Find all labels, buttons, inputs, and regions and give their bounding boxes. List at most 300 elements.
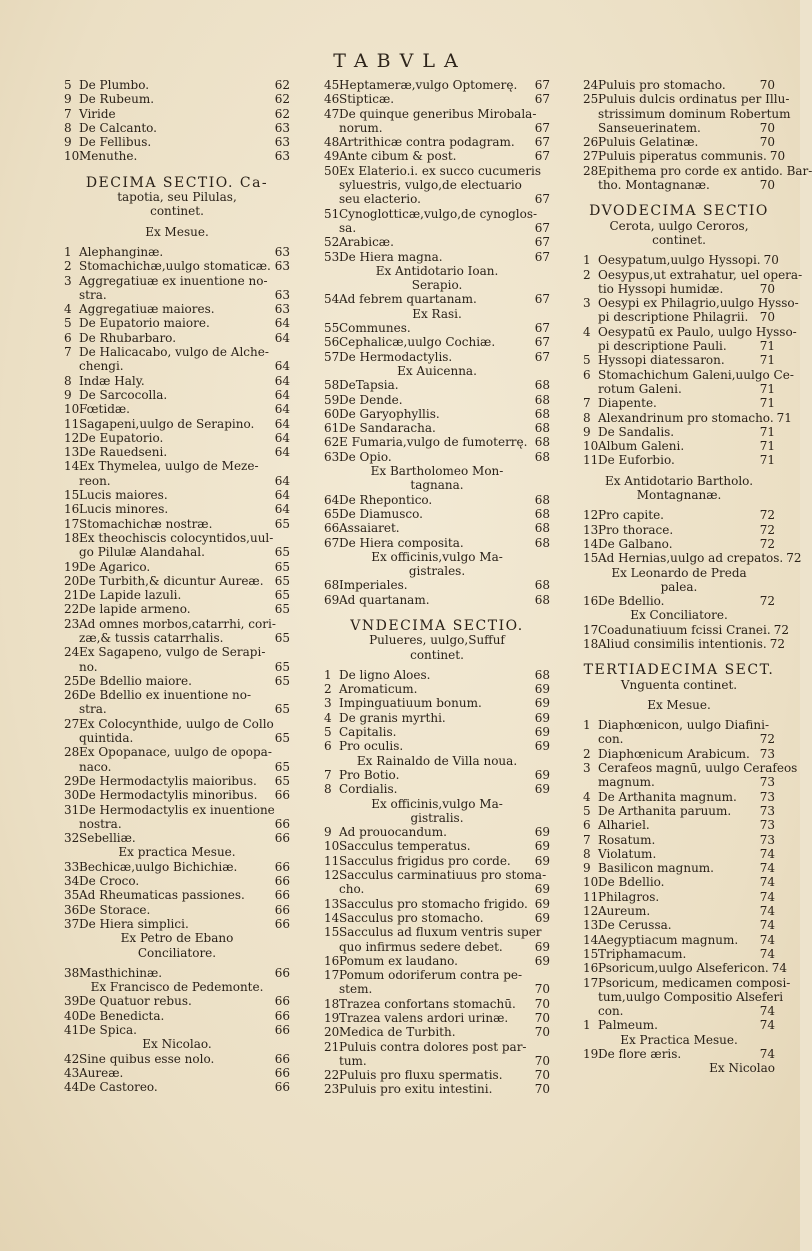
- entry-title: Sagapeni,uulgo de Serapino.: [79, 416, 255, 431]
- entry-number: 34: [64, 874, 80, 889]
- entry-page: 70: [534, 1068, 550, 1083]
- section-subheading: gistralis.: [410, 810, 464, 825]
- index-entry: [64, 245, 290, 259]
- entry-page: 72: [759, 522, 775, 537]
- entry-continuation: [64, 702, 290, 716]
- entry-page: 74: [759, 889, 775, 904]
- entry-number: 7: [583, 832, 591, 847]
- entry-title: Diapente.: [598, 396, 657, 411]
- section-subheading: tagnana.: [410, 478, 464, 493]
- entry-title: Rosatum.: [598, 832, 656, 847]
- section-subheading: Ex Nicolao.: [142, 1037, 212, 1052]
- index-entry: [64, 588, 290, 602]
- entry-title: Aureæ.: [79, 1065, 124, 1080]
- entry-continuation: [324, 882, 550, 896]
- section-subheading: Ex officinis,vulgo Ma-: [371, 549, 503, 564]
- index-entry: [64, 445, 290, 459]
- index-entry: [64, 121, 290, 135]
- entry-continuation: [64, 760, 290, 774]
- entry-number: 15: [64, 488, 80, 503]
- index-entry: [583, 410, 792, 425]
- entry-title: De Sandaracha.: [339, 421, 436, 436]
- entry-title: Puluis contra dolores post par-: [339, 1039, 527, 1054]
- entry-page: 70: [759, 310, 775, 325]
- entry-number: 35: [64, 888, 80, 903]
- entry-number: 17: [583, 622, 599, 637]
- entry-number: 1: [583, 253, 591, 268]
- entry-page: 63: [274, 120, 290, 135]
- entry-page: 69: [534, 710, 550, 725]
- section-subheading: Ex Antidotario Ioan.: [375, 263, 499, 278]
- entry-page: 67: [534, 92, 550, 107]
- entry-title: De Opio.: [339, 449, 392, 464]
- section-subheading: Pulueres, uulgo,Suffuf: [369, 633, 505, 648]
- index-entry: [324, 407, 550, 421]
- entry-continuation: [324, 940, 550, 954]
- index-entry: [324, 493, 550, 507]
- index-entry: [64, 1009, 290, 1023]
- entry-number: 13: [583, 522, 599, 537]
- section-subheading: gistrales.: [408, 564, 466, 579]
- entry-continuation: [64, 288, 290, 302]
- entry-number: 11: [324, 853, 340, 868]
- entry-title: Oesypi ex Philagrio,uulgo Hysso-: [598, 296, 799, 311]
- entry-number: 64: [324, 492, 340, 507]
- index-entry: [64, 674, 290, 688]
- entry-title: De Fellibus.: [79, 135, 152, 150]
- index-entry: [64, 560, 290, 574]
- entry-number: 47: [324, 106, 340, 121]
- index-entry: [583, 78, 775, 92]
- entry-continuation-text: go Pilulæ Alandahal.: [79, 545, 205, 560]
- entry-number: 7: [64, 106, 72, 121]
- entry-page: 66: [274, 1080, 290, 1095]
- entry-title: Basilicon magnum.: [598, 861, 714, 876]
- section-subheading: continet.: [410, 647, 464, 662]
- entry-continuation: [324, 121, 550, 135]
- entry-title: Aggregatiuæ ex inuentione no-: [79, 273, 268, 288]
- entry-page: 68: [534, 449, 550, 464]
- entry-page: 64: [274, 402, 290, 417]
- entry-page: 65: [274, 602, 290, 617]
- index-column-left: [64, 78, 290, 1094]
- entry-page: 74: [759, 1047, 775, 1061]
- entry-page: 62: [274, 92, 290, 107]
- section-subheading: Ex Practica Mesue.: [620, 1032, 738, 1047]
- index-entry: [324, 393, 550, 407]
- entry-number: 2: [583, 267, 591, 282]
- entry-page: 63: [274, 287, 290, 302]
- entry-number: 10: [583, 875, 599, 890]
- index-entry: [64, 617, 290, 631]
- entry-title: De Euforbio.: [598, 453, 675, 468]
- index-entry: [64, 745, 290, 759]
- entry-continuation-text: cho.: [339, 882, 365, 897]
- entry-continuation-text: nostra.: [79, 816, 122, 831]
- index-entry: [583, 594, 775, 608]
- entry-number: 14: [583, 536, 599, 551]
- entry-title: Bechicæ,uulgo Bichichiæ.: [79, 859, 238, 874]
- entry-continuation: [64, 359, 290, 373]
- entry-number: 9: [583, 861, 591, 876]
- index-entry: [64, 331, 290, 345]
- entry-continuation-text: sa.: [339, 220, 357, 235]
- entry-title: Cerafeos magnū, uulgo Cerafeos: [598, 761, 798, 776]
- entry-page: 70: [534, 982, 550, 997]
- entry-number: 4: [64, 302, 72, 317]
- entry-page: 72: [773, 622, 789, 637]
- section-subheading: Conciliatore.: [137, 945, 217, 960]
- entry-number: 6: [324, 739, 332, 754]
- entry-title: Capitalis.: [339, 725, 397, 740]
- entry-title: De Hermodactylis ex inuentione: [79, 802, 275, 817]
- index-entry: [324, 682, 550, 696]
- section-subheading: Cerota, uulgo Ceroros,: [609, 218, 749, 233]
- entry-title: De Bdellio maiore.: [79, 673, 192, 688]
- section-subheading: Montagnanæ.: [636, 488, 722, 503]
- entry-page: 69: [534, 853, 550, 868]
- entry-number: 6: [583, 367, 591, 382]
- entry-number: 40: [64, 1008, 80, 1023]
- entry-title: De Dende.: [339, 392, 403, 407]
- entry-number: 9: [324, 825, 332, 840]
- entry-continuation-text: quo infirmus sedere debet.: [339, 939, 503, 954]
- entry-title: Stomachichæ nostræ.: [79, 516, 213, 531]
- entry-title: Ad febrem quartanam.: [339, 292, 477, 307]
- entry-number: 42: [64, 1051, 80, 1066]
- entry-title: Sacculus pro stomacho.: [339, 910, 484, 925]
- index-entry: [64, 1066, 290, 1080]
- entry-continuation-text: stem.: [339, 982, 373, 997]
- entry-page: 72: [769, 636, 786, 651]
- entry-number: 19: [583, 1047, 599, 1061]
- index-entry: [324, 521, 550, 535]
- index-entry: [64, 717, 290, 731]
- index-entry: [324, 78, 550, 92]
- entry-continuation: [324, 221, 550, 235]
- entry-page: 66: [274, 916, 290, 931]
- entry-page: 74: [759, 946, 775, 961]
- entry-title: Pomum odoriferum contra pe-: [339, 968, 523, 983]
- entry-continuation-text: strissimum dominum Robertum: [598, 106, 791, 121]
- index-entry: [583, 367, 794, 382]
- index-entry: [324, 536, 550, 550]
- entry-title: Artrithicæ contra podagram.: [339, 135, 515, 150]
- entry-number: 7: [324, 767, 332, 782]
- entry-number: 5: [64, 78, 72, 92]
- entry-title: De lapide armeno.: [79, 602, 191, 617]
- section-subheading: Ex Auicenna.: [397, 363, 477, 378]
- entry-number: 1: [583, 1018, 591, 1033]
- index-entry: [324, 92, 550, 106]
- entry-title: De Quatuor rebus.: [79, 994, 192, 1009]
- index-entry: [583, 537, 775, 551]
- entry-title: De Castoreo.: [79, 1080, 158, 1095]
- section-subheading: Ex Leonardo de Preda: [611, 565, 747, 580]
- entry-continuation-text: Sanseuerinatem.: [598, 120, 701, 135]
- entry-title: Ad Hernias,uulgo ad crepatos.: [598, 551, 784, 566]
- entry-page: 74: [759, 932, 775, 947]
- entry-title: Violatum.: [598, 846, 657, 861]
- entry-number: 43: [64, 1065, 80, 1080]
- index-entry: [64, 135, 290, 149]
- entry-number: 60: [324, 406, 340, 421]
- entry-title: Diaphœnicum Arabicum.: [598, 746, 750, 761]
- entry-title: Aliud consimilis intentionis.: [598, 636, 767, 651]
- entry-page: 67: [534, 78, 550, 92]
- section-subheading: Ex Rainaldo de Villa noua.: [356, 753, 518, 768]
- entry-number: 32: [64, 831, 80, 846]
- entry-title: Epithema pro corde ex antido. Bar-: [598, 163, 812, 178]
- section-subheading: Ex Conciliatore.: [630, 608, 728, 623]
- entry-page: 67: [534, 335, 550, 350]
- entry-title: Ex Thymelea, uulgo de Meze-: [79, 459, 259, 474]
- entry-number: 27: [64, 716, 80, 731]
- entry-title: Oesypatū ex Paulo, uulgo Hysso-: [598, 324, 797, 339]
- entry-number: 45: [324, 78, 340, 92]
- entry-title: Sacculus ad fluxum ventris super: [339, 925, 542, 940]
- entry-number: 23: [324, 1082, 340, 1097]
- entry-number: 16: [324, 953, 340, 968]
- entry-page: 63: [274, 135, 290, 150]
- entry-continuation-text: pi descriptione Philagrii.: [598, 310, 749, 325]
- index-entry: [583, 135, 775, 149]
- entry-title: De Hermodactylis.: [339, 349, 453, 364]
- index-entry: [583, 804, 775, 818]
- entry-number: 13: [583, 918, 599, 933]
- entry-continuation: [64, 660, 290, 674]
- entry-page: 67: [534, 349, 550, 364]
- section-subheading: continet.: [652, 232, 706, 247]
- entry-number: 15: [583, 946, 599, 961]
- entry-continuation-text: chengi.: [79, 359, 124, 374]
- index-entry: [64, 917, 290, 931]
- entry-continuation: [583, 775, 775, 789]
- index-entry: [64, 903, 290, 917]
- entry-number: 3: [583, 296, 591, 311]
- entry-number: 49: [324, 149, 340, 164]
- entry-page: 65: [274, 516, 290, 531]
- entry-title: Pro thorace.: [598, 522, 674, 537]
- section-subheading: continet.: [150, 204, 204, 219]
- entry-page: 73: [759, 832, 775, 847]
- entry-number: 16: [583, 594, 599, 609]
- entry-number: 39: [64, 994, 80, 1009]
- entry-page: 66: [274, 859, 290, 874]
- index-entry: [64, 788, 290, 802]
- entry-number: 22: [64, 602, 80, 617]
- index-entry: [324, 507, 550, 521]
- index-entry: [64, 1023, 290, 1037]
- entry-page: 66: [274, 902, 290, 917]
- entry-title: Palmeum.: [598, 1018, 658, 1033]
- entry-title: De Cerussa.: [598, 918, 672, 933]
- entry-title: Ex theochiscis colocyntidos,uul-: [79, 530, 274, 545]
- entry-title: De Rauedseni.: [79, 445, 168, 460]
- entry-continuation-text: rotum Galeni.: [598, 381, 682, 396]
- index-entry: [64, 92, 290, 106]
- entry-title: De Croco.: [79, 874, 140, 889]
- entry-number: 8: [583, 410, 591, 425]
- index-entry: [583, 861, 775, 875]
- entry-page: 69: [534, 839, 550, 854]
- entry-title: Aegyptiacum magnum.: [598, 932, 739, 947]
- index-entry: [324, 839, 550, 853]
- entry-number: 29: [64, 773, 80, 788]
- entry-page: 67: [534, 135, 550, 150]
- entry-number: 24: [583, 78, 599, 92]
- entry-number: 22: [324, 1068, 340, 1083]
- entry-continuation: [64, 631, 290, 645]
- catchword: Ex Nicolao: [709, 1061, 775, 1076]
- entry-number: 3: [324, 696, 332, 711]
- index-entry: [64, 688, 290, 702]
- entry-continuation-text: seu elacterio.: [339, 192, 421, 207]
- entry-title: Heptameræ,vulgo Optomerę.: [339, 78, 518, 92]
- entry-number: 5: [64, 316, 72, 331]
- section-heading: DECIMA SECTIO. Ca-: [85, 174, 269, 191]
- entry-number: 10: [583, 439, 599, 454]
- entry-number: 1: [324, 667, 332, 682]
- entry-page: 74: [759, 846, 775, 861]
- entry-page: 71: [776, 410, 792, 425]
- section-subheading: Ex Bartholomeo Mon-: [370, 464, 504, 479]
- entry-continuation-text: quintida.: [79, 731, 134, 746]
- index-entry: [324, 997, 550, 1011]
- entry-page: 68: [534, 578, 550, 593]
- entry-page: 69: [534, 953, 550, 968]
- index-entry: [324, 854, 550, 868]
- index-entry: [583, 396, 775, 410]
- entry-page: 71: [759, 339, 775, 354]
- entry-page: 69: [534, 896, 550, 911]
- index-entry: [583, 149, 786, 164]
- index-entry: [583, 163, 812, 178]
- entry-title: Pro oculis.: [339, 739, 404, 754]
- entry-number: 3: [583, 761, 591, 776]
- entry-number: 10: [64, 149, 80, 164]
- entry-page: 65: [274, 673, 290, 688]
- entry-number: 48: [324, 135, 340, 150]
- entry-title: De Hiera simplici.: [79, 916, 189, 931]
- entry-title: Cordialis.: [339, 782, 398, 797]
- index-entry: [324, 897, 550, 911]
- entry-page: 70: [534, 996, 550, 1011]
- entry-page: 65: [274, 659, 290, 674]
- entry-number: 31: [64, 802, 80, 817]
- index-entry: [583, 918, 775, 932]
- entry-title: Oesypus,ut extrahatur, uel opera-: [598, 267, 803, 282]
- entry-page: 64: [274, 387, 290, 402]
- entry-number: 14: [583, 932, 599, 947]
- entry-continuation: [324, 1054, 550, 1068]
- entry-title: Sacculus temperatus.: [339, 839, 471, 854]
- index-entry: [324, 782, 550, 796]
- section-subheading: Ex Mesue.: [647, 697, 711, 712]
- index-entry: [583, 253, 779, 268]
- index-entry: [324, 1068, 550, 1082]
- entry-page: 64: [274, 330, 290, 345]
- entry-title: Diaphœnicon, uulgo Diafini-: [598, 718, 770, 733]
- entry-title: De Lapide lazuli.: [79, 588, 182, 603]
- entry-number: 28: [583, 163, 599, 178]
- entry-continuation: [64, 731, 290, 745]
- spacer: [324, 607, 550, 613]
- entry-page: 66: [274, 788, 290, 803]
- entry-continuation-text: pi descriptione Pauli.: [598, 339, 727, 354]
- entry-number: 38: [64, 965, 80, 980]
- section-subheading: Serapio.: [411, 278, 463, 293]
- entry-page: 64: [274, 488, 290, 503]
- entry-title: Pro capite.: [598, 508, 664, 523]
- index-entry: [583, 92, 790, 107]
- entry-page: 65: [274, 573, 290, 588]
- spacer: [583, 651, 775, 657]
- entry-page: 71: [759, 353, 775, 368]
- entry-page: 69: [534, 682, 550, 697]
- entry-page: 63: [274, 244, 290, 259]
- entry-title: Aureum.: [598, 904, 651, 919]
- section-subheading: Ex Mesue.: [145, 224, 209, 239]
- index-entry: [64, 803, 290, 817]
- entry-continuation-text: tio Hyssopi humidæ.: [598, 281, 724, 296]
- entry-number: 8: [64, 373, 72, 388]
- entry-number: 21: [64, 588, 80, 603]
- entry-number: 24: [64, 645, 80, 660]
- index-entry: [583, 947, 775, 961]
- entry-number: 19: [64, 559, 80, 574]
- entry-number: 25: [583, 92, 599, 107]
- entry-page: 69: [534, 782, 550, 797]
- entry-number: 4: [324, 710, 332, 725]
- entry-page: 69: [534, 882, 550, 897]
- entry-number: 5: [583, 803, 591, 818]
- entry-title: De Bdellio.: [598, 875, 665, 890]
- entry-page: 64: [274, 445, 290, 460]
- entry-continuation: [64, 474, 290, 488]
- index-entry: [583, 508, 775, 522]
- entry-title: DeTapsia.: [339, 378, 399, 393]
- index-entry: [324, 350, 550, 364]
- entry-title: De Turbith,& dicuntur Aureæ.: [79, 573, 264, 588]
- entry-page: 73: [759, 789, 775, 804]
- entry-title: Lucis maiores.: [79, 488, 168, 503]
- entry-page: 70: [759, 178, 775, 193]
- entry-page: 74: [759, 1018, 775, 1033]
- entry-page: 72: [759, 732, 775, 747]
- entry-title: Psoricum, medicamen composi-: [598, 975, 791, 990]
- entry-number: 8: [64, 120, 72, 135]
- entry-page: 69: [534, 939, 550, 954]
- entry-number: 12: [64, 430, 80, 445]
- entry-page: 66: [274, 994, 290, 1009]
- index-entry: [324, 1040, 550, 1054]
- entry-number: 7: [583, 396, 591, 411]
- index-entry: [64, 574, 290, 588]
- entry-page: 74: [759, 875, 775, 890]
- entry-page: 72: [759, 508, 775, 523]
- entry-number: 56: [324, 335, 340, 350]
- entry-page: 66: [274, 874, 290, 889]
- entry-title: Arabicæ.: [339, 235, 394, 250]
- entry-title: Fœtidæ.: [79, 402, 130, 417]
- entry-number: 58: [324, 378, 340, 393]
- entry-page: 71: [759, 453, 775, 468]
- index-entry: [324, 768, 550, 782]
- entry-page: 73: [759, 818, 775, 833]
- entry-number: 25: [64, 673, 80, 688]
- entry-number: 23: [64, 616, 80, 631]
